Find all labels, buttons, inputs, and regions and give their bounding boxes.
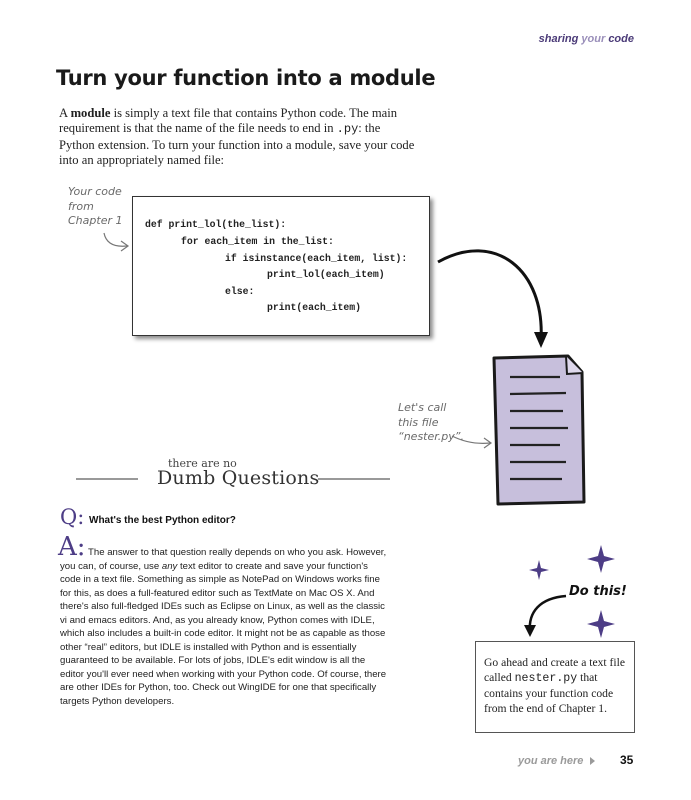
running-head: sharing your code xyxy=(538,33,634,45)
page-number: 35 xyxy=(620,753,634,767)
answer-letter: A: xyxy=(58,532,86,562)
do-this-text: Go ahead and create a text file called nester.py that contains your function code from the end of Chapter 1. xyxy=(484,656,625,715)
dumb-questions-small: there are no xyxy=(168,457,237,470)
code-line: for each_item in the_list: xyxy=(181,236,334,247)
curved-arrow-icon xyxy=(104,233,127,246)
note-code-from-chapter: Your code from Chapter 1 xyxy=(68,185,123,227)
code-line: else: xyxy=(225,286,255,297)
code-line: print_lol(each_item) xyxy=(267,269,385,280)
dumb-questions-heading: Dumb Questions xyxy=(157,467,320,489)
code-line: def print_lol(the_list): xyxy=(145,219,287,230)
you-are-here: you are here xyxy=(518,755,584,767)
curved-arrow-icon xyxy=(530,596,566,632)
do-this-label: Do this! xyxy=(569,584,627,599)
note-lets-call-file: Let's call this file “nester.py”. xyxy=(398,401,464,443)
page-title: Turn your function into a module xyxy=(56,66,436,90)
question-letter: Q: xyxy=(60,505,85,529)
question-text: What's the best Python editor? xyxy=(89,515,236,526)
intro-paragraph: A module is simply a text file that contains Python code. The main requirement is that the name of the file needs to end in .py: the Python extension. To turn your function into a module, save your code into an appropriately named file: xyxy=(59,106,415,168)
triangle-right-icon xyxy=(590,757,595,765)
curved-arrow-icon xyxy=(438,251,541,340)
code-line: print(each_item) xyxy=(267,302,362,313)
file-document-icon xyxy=(494,356,584,504)
answer-text: The answer to that question really depends on who you ask. However, you can, of course, use any text editor to create and save your function's code in a text file. Something as simple as NotePad on Windows works fine for this, as does a full-featured editor such as TextMate on Mac OS X. And there's also full-fledged IDEs such as Eclipse on Linux, as well as the classic vi and emacs editors. And, as you already know, Python comes with IDLE, which also includes a built-in code editor. It might not be as capable as those other “real” editors, but IDLE is installed with Python and is essentially guaranteed to be available. For lots of jobs, IDLE's edit window is all the editor you'll ever need when working with your Python code. Of course, there are other IDEs for Python, too. Check out WingIDE for one that specifically targets Python developers. xyxy=(60,547,387,707)
do-this-box xyxy=(475,641,635,733)
code-line: if isinstance(each_item, list): xyxy=(225,253,408,264)
